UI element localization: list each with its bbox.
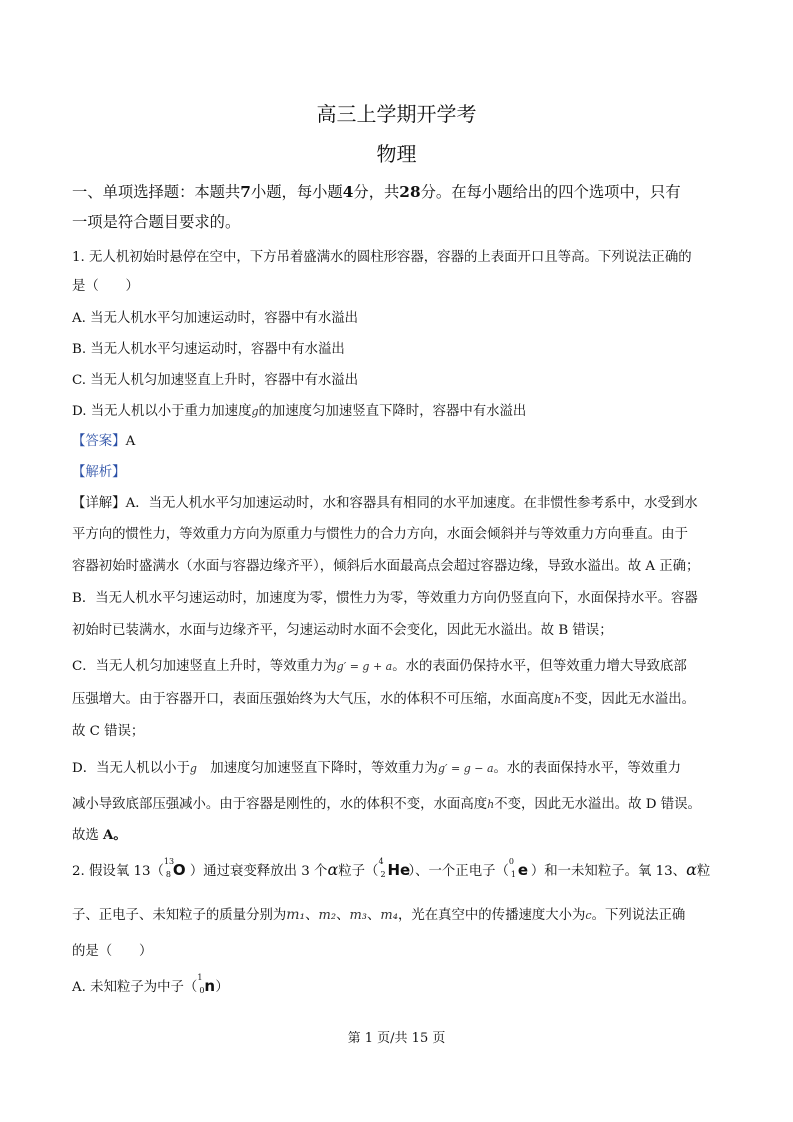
detail-p1-line2: 平方向的惯性力，等效重力方向为原重力与惯性力的合力方向，水面会倾斜并与等效重力方向垂直。由于 (72, 527, 688, 542)
q1-option-c: C. 当无人机匀加速竖直上升时，容器中有水溢出 (72, 373, 359, 388)
detail-p3-line1: C．当无人机匀加速竖直上升时，等效重力为g′ = g + a。水的表面仍保持水平，但等效重力增大导致底部 (72, 659, 687, 674)
detail-p1-line3: 容器初始时盛满水（水面与容器边缘齐平），倾斜后水面最高点会超过容器边缘，导致水溢出。故 A 正确； (72, 559, 700, 574)
q2-stem-line1: 2. 假设氧 13（ 13 8 O ）通过衰变释放出 3 个α粒子（ 4 2 He ）、一个正电子（ 0 1 e ）和一未知粒子。氧 13、α粒 (72, 857, 711, 879)
answer-tag: 【答案】 (72, 434, 126, 449)
detail-conclusion: 故选 A。 (72, 827, 127, 843)
detail-p3-line3: 故 C 错误； (72, 724, 145, 739)
page-footer: 第 1 页/共 15 页 (347, 1031, 446, 1046)
q1-option-a: A. 当无人机水平匀加速运动时，容器中有水溢出 (72, 311, 358, 326)
q1-option-b: B. 当无人机水平匀速运动时，容器中有水溢出 (72, 342, 345, 357)
helium-nuclide: 4 2 He (378, 857, 411, 879)
answer-value: A (125, 434, 136, 449)
analysis-tag: 【解析】 (72, 465, 126, 480)
q2-stem-line3: 的是（ ） (72, 944, 153, 959)
page-title: 高三上学期开学考 (316, 102, 477, 126)
detail-p4-line1: D．当无人机以小于g 加速度匀加速竖直下降时，等效重力为g′ = g − a。水的表面保持水平，等效重力 (72, 761, 681, 776)
q1-stem-line2: 是（ ） (72, 279, 139, 294)
oxygen13-nuclide: 13 8 O (163, 857, 186, 879)
subject-title: 物理 (376, 142, 417, 166)
q1-stem-line1: 1. 无人机初始时悬停在空中，下方吊着盛满水的圆柱形容器，容器的上表面开口且等高。下列说法正确的 (72, 250, 692, 265)
section-heading-cont: 一项是符合题目要求的。 (72, 213, 241, 231)
detail-p2-line1: B．当无人机水平匀速运动时，加速度为零，惯性力为零，等效重力方向仍竖直向下，水面保持水平。容器 (72, 591, 698, 606)
q1-answer (72, 430, 135, 449)
detail-p2-line2: 初始时已装满水，水面与边缘齐平，匀速运动时水面不会变化，因此无水溢出。故 B 错误； (72, 623, 613, 638)
detail-p3-line2: 压强增大。由于容器开口，表面压强始终为大气压，水的体积不可压缩，水面高度h不变，因此无水溢出。 (72, 692, 696, 707)
q2-stem-line2: 子、正电子、未知粒子的质量分别为m₁、m₂、m₃、m₄，光在真空中的传播速度大小为c。下列说法正确 (72, 907, 686, 923)
section-heading: 一、单项选择题：本题共7小题，每小题4分，共28分。在每小题给出的四个选项中，只有 (72, 183, 681, 201)
detail-p4-line2: 减小导致底部压强减小。由于容器是刚性的，水的体积不变，水面高度h不变，因此无水溢出。故 D 错误。 (72, 797, 701, 812)
q1-option-d: D. 当无人机以小于重力加速度g的加速度匀加速竖直下降时，容器中有水溢出 (72, 404, 527, 419)
detail-p1-line1: 【详解】A．当无人机水平匀加速运动时，水和容器具有相同的水平加速度。在非惯性参考系中，水受到水 (72, 496, 698, 511)
positron-nuclide: 0 1 e (508, 857, 529, 879)
neutron-nuclide: 1 0 n (197, 973, 215, 995)
q2-option-a: A. 未知粒子为中子（ 1 0 n ） (72, 973, 229, 995)
